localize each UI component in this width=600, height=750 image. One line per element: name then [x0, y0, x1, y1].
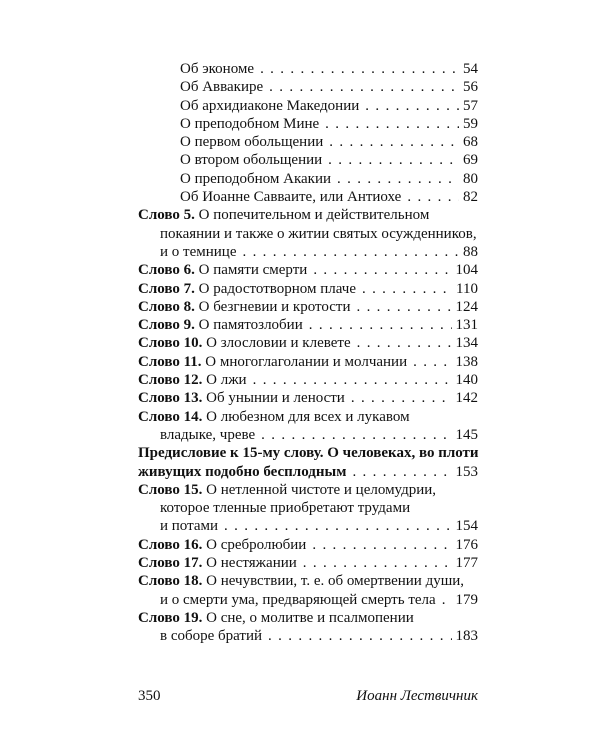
- toc-entry: [138, 408, 478, 445]
- toc-leader-dots: [329, 133, 459, 151]
- toc-line: [138, 536, 478, 554]
- table-of-contents: [138, 60, 478, 646]
- toc-line: [138, 554, 478, 572]
- toc-page-number: 134: [455, 335, 478, 352]
- toc-line: [138, 517, 478, 535]
- toc-leader-dots: [325, 115, 459, 133]
- toc-title-text: Об архидиаконе Македонии: [180, 97, 360, 114]
- toc-title-text: О сребролюбии: [206, 536, 307, 553]
- toc-page-number: 110: [456, 280, 478, 297]
- toc-line-text: [138, 609, 414, 627]
- toc-entry: [138, 389, 478, 407]
- toc-entry: [138, 481, 478, 536]
- toc-line: [138, 151, 478, 169]
- toc-leader-dots: [357, 334, 452, 352]
- toc-line: [138, 499, 478, 517]
- toc-page-number: 177: [455, 555, 478, 572]
- toc-page-number: 59: [463, 115, 478, 132]
- toc-title-text: живущих подобно бесплодным: [138, 463, 347, 480]
- toc-line-text: [138, 316, 303, 334]
- toc-line-text: [160, 426, 255, 444]
- toc-page-number: 124: [455, 298, 478, 315]
- toc-page-number: 145: [455, 426, 478, 443]
- toc-line-text: [138, 353, 407, 371]
- toc-line: [138, 133, 478, 151]
- toc-leader-dots: [337, 170, 459, 188]
- toc-leader-dots: [242, 243, 459, 261]
- toc-title-text: и о темнице: [160, 243, 237, 260]
- toc-chapter-label: Слово 15.: [138, 481, 203, 498]
- toc-page-number: 68: [463, 134, 478, 151]
- toc-line: [138, 97, 478, 115]
- toc-title-text: О преподобном Мине: [180, 115, 320, 132]
- toc-entry: [138, 609, 478, 646]
- toc-line-text: [138, 261, 307, 279]
- toc-line-text: [180, 78, 263, 96]
- toc-chapter-label: Слово 14.: [138, 408, 203, 425]
- toc-entry: [138, 170, 478, 188]
- toc-title-text: О нечувствии, т. е. об омертвении души,: [206, 573, 465, 590]
- toc-leader-dots: [442, 591, 452, 609]
- toc-page-number: 54: [463, 61, 478, 77]
- toc-title-text: Об Иоанне Савваите, или Антиохе: [180, 189, 402, 206]
- toc-line-text: [138, 298, 350, 316]
- toc-chapter-label: Слово 5.: [138, 207, 195, 224]
- toc-entry: [138, 78, 478, 96]
- toc-entry: [138, 334, 478, 352]
- toc-line: [138, 627, 478, 645]
- toc-line: [138, 316, 478, 334]
- toc-leader-dots: [351, 389, 452, 407]
- toc-line: [138, 408, 478, 426]
- toc-title-text: О памяти смерти: [198, 262, 308, 279]
- toc-leader-dots: [253, 371, 452, 389]
- toc-chapter-label: Слово 11.: [138, 353, 202, 370]
- toc-line: [138, 115, 478, 133]
- toc-page-number: 176: [455, 536, 478, 553]
- toc-line: [138, 298, 478, 316]
- toc-line: [138, 426, 478, 444]
- toc-page-number: 104: [455, 262, 478, 279]
- toc-line-text: [138, 389, 345, 407]
- toc-leader-dots: [312, 536, 451, 554]
- toc-page-number: 56: [463, 79, 478, 96]
- toc-entry: [138, 97, 478, 115]
- toc-line: [138, 463, 478, 481]
- toc-line-text: [138, 280, 356, 298]
- toc-entry: [138, 572, 478, 609]
- toc-leader-dots: [269, 78, 459, 96]
- toc-page-number: 142: [455, 390, 478, 407]
- toc-line-text: [138, 206, 429, 224]
- toc-line: [138, 572, 478, 590]
- toc-line-text: [160, 591, 436, 609]
- toc-chapter-label: Слово 12.: [138, 372, 203, 389]
- running-author: Иоанн Лествичник: [356, 688, 478, 704]
- toc-page-number: 140: [455, 372, 478, 389]
- toc-entry: [138, 206, 478, 261]
- toc-title-text: О многоглаголании и молчании: [205, 353, 408, 370]
- toc-line: [138, 371, 478, 389]
- toc-chapter-label: Слово 7.: [138, 280, 195, 297]
- toc-chapter-label: Слово 18.: [138, 573, 203, 590]
- toc-line-text: [180, 151, 322, 169]
- toc-line-text: [180, 97, 359, 115]
- toc-line-text: [138, 408, 410, 426]
- toc-page-number: 69: [463, 152, 478, 169]
- toc-page-number: 88: [463, 243, 478, 260]
- toc-line-text: [180, 170, 331, 188]
- toc-title-text: в соборе братий: [160, 628, 263, 645]
- toc-title-text: О злословии и клевете: [206, 335, 351, 352]
- toc-title-text: и потами: [160, 518, 219, 535]
- toc-line: [138, 243, 478, 261]
- toc-chapter-label: Слово 13.: [138, 390, 203, 407]
- toc-title-text: О втором обольщении: [180, 152, 323, 169]
- toc-chapter-label: Слово 9.: [138, 317, 195, 334]
- toc-title-text: покаянии и также о житии святых осужденников,: [160, 225, 477, 242]
- toc-line-text: [138, 463, 346, 481]
- toc-line-text: [180, 188, 401, 206]
- toc-entry: [138, 115, 478, 133]
- toc-title-text: О радостотворном плаче: [198, 280, 356, 297]
- toc-line-text: [138, 536, 306, 554]
- toc-page-number: 80: [463, 170, 478, 187]
- toc-title-text: О безгневии и кротости: [198, 298, 351, 315]
- toc-leader-dots: [224, 517, 451, 535]
- page-number: 350: [138, 688, 161, 704]
- toc-leader-dots: [261, 426, 451, 444]
- toc-title-text: Предисловие к 15-му слову. О человеках, во плоти: [138, 445, 479, 462]
- toc-title-text: О памятозлобии: [198, 317, 303, 334]
- toc-line: [138, 444, 478, 462]
- toc-line: [138, 78, 478, 96]
- toc-line: [138, 353, 478, 371]
- toc-leader-dots: [362, 280, 452, 298]
- toc-line-text: [160, 499, 410, 517]
- toc-entry: [138, 151, 478, 169]
- toc-line-text: [138, 334, 351, 352]
- toc-line-text: [180, 60, 254, 78]
- toc-line-text: [160, 627, 262, 645]
- toc-leader-dots: [356, 298, 451, 316]
- toc-leader-dots: [413, 353, 451, 371]
- toc-title-text: О любезном для всех и лукавом: [206, 408, 410, 425]
- toc-page-number: 183: [455, 628, 478, 645]
- toc-entry: [138, 316, 478, 334]
- toc-title-text: О лжи: [206, 372, 247, 389]
- toc-line: [138, 591, 478, 609]
- toc-title-text: О первом обольщении: [180, 134, 324, 151]
- toc-title-text: О нетленной чистоте и целомудрии,: [206, 481, 437, 498]
- toc-title-text: О попечительном и действительном: [198, 207, 430, 224]
- toc-entry: [138, 444, 478, 481]
- toc-title-text: О нестяжании: [206, 555, 297, 572]
- toc-entry: [138, 133, 478, 151]
- toc-line-text: [138, 481, 436, 499]
- toc-line: [138, 225, 478, 243]
- toc-chapter-label: Слово 10.: [138, 335, 203, 352]
- toc-entry: [138, 298, 478, 316]
- toc-leader-dots: [303, 554, 452, 572]
- toc-line: [138, 206, 478, 224]
- toc-chapter-label: Слово 19.: [138, 609, 203, 626]
- toc-line-text: [138, 572, 464, 590]
- toc-chapter-label: Слово 8.: [138, 298, 195, 315]
- toc-title-text: Об экономе: [180, 61, 255, 77]
- toc-page-number: 82: [463, 189, 478, 206]
- toc-entry: [138, 371, 478, 389]
- toc-leader-dots: [365, 97, 459, 115]
- toc-page-number: 57: [463, 97, 478, 114]
- toc-title-text: которое тленные приобретают трудами: [160, 500, 411, 517]
- toc-leader-dots: [407, 188, 459, 206]
- toc-page-number: 131: [455, 317, 478, 334]
- toc-leader-dots: [352, 463, 451, 481]
- toc-title-text: владыке, чреве: [160, 426, 256, 443]
- toc-page-number: 153: [455, 463, 478, 480]
- toc-chapter-label: Слово 17.: [138, 555, 203, 572]
- toc-entry: [138, 554, 478, 572]
- toc-line: [138, 188, 478, 206]
- toc-entry: [138, 261, 478, 279]
- toc-leader-dots: [313, 261, 451, 279]
- toc-chapter-label: Слово 6.: [138, 262, 195, 279]
- toc-line: [138, 334, 478, 352]
- toc-line-text: [138, 554, 297, 572]
- toc-leader-dots: [260, 60, 459, 78]
- toc-line-text: [180, 115, 319, 133]
- toc-line: [138, 261, 478, 279]
- toc-page-number: 179: [455, 591, 478, 608]
- toc-page-number: 138: [455, 353, 478, 370]
- toc-line: [138, 481, 478, 499]
- toc-entry: [138, 280, 478, 298]
- toc-line-text: [160, 225, 477, 243]
- toc-page-number: 154: [455, 518, 478, 535]
- toc-title-text: Об Аввакире: [180, 79, 264, 96]
- toc-leader-dots: [268, 627, 451, 645]
- toc-title-text: и о смерти ума, предваряющей смерть тела: [160, 591, 436, 608]
- toc-line-text: [180, 133, 323, 151]
- toc-entry: [138, 353, 478, 371]
- toc-title-text: О сне, о молитве и псалмопении: [206, 609, 414, 626]
- page-footer: [138, 688, 478, 705]
- toc-title-text: О преподобном Акакии: [180, 170, 332, 187]
- toc-line-text: [138, 444, 479, 462]
- toc-line-text: [138, 371, 247, 389]
- toc-line-text: [160, 243, 236, 261]
- toc-line: [138, 609, 478, 627]
- toc-line: [138, 280, 478, 298]
- toc-entry: [138, 536, 478, 554]
- toc-entry: [138, 188, 478, 206]
- toc-entry: [138, 60, 478, 78]
- toc-chapter-label: Слово 16.: [138, 536, 203, 553]
- toc-line: [138, 170, 478, 188]
- toc-title-text: Об унынии и лености: [206, 390, 345, 407]
- toc-leader-dots: [309, 316, 452, 334]
- toc-line: [138, 60, 478, 78]
- toc-line-text: [160, 517, 218, 535]
- toc-line: [138, 389, 478, 407]
- toc-leader-dots: [328, 151, 459, 169]
